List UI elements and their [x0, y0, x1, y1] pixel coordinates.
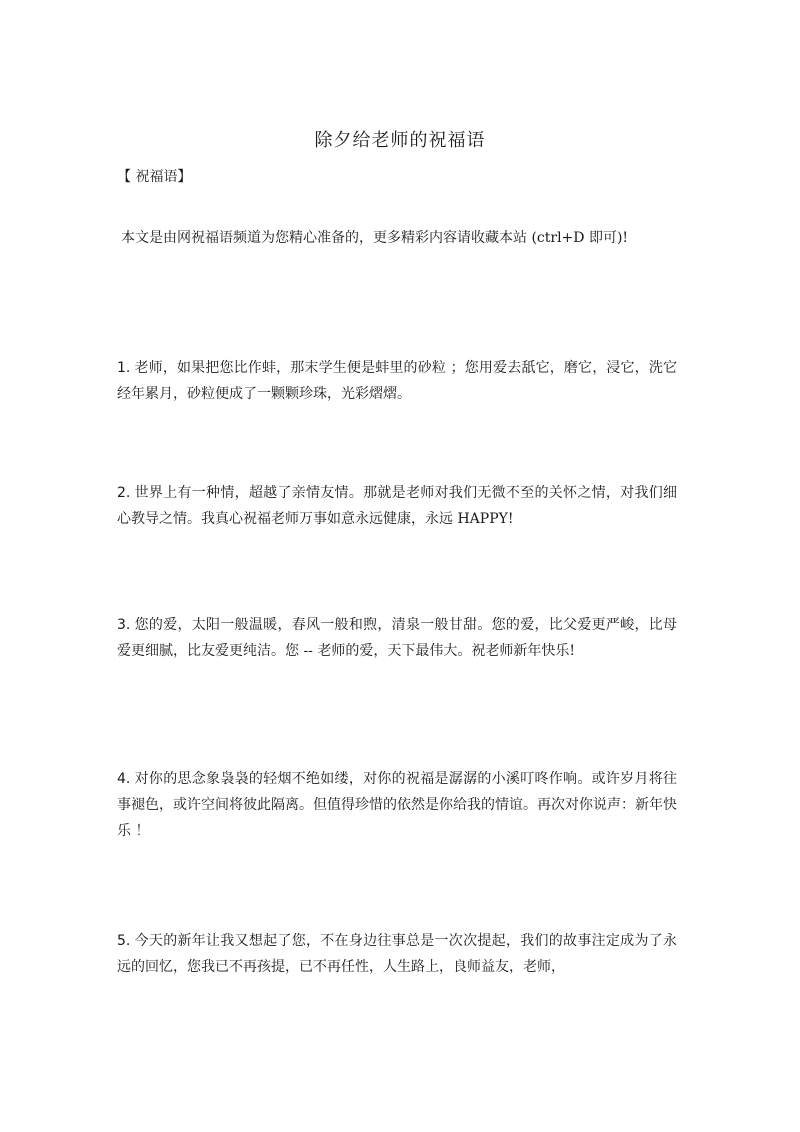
wish-text: 对你的思念象袅袅的轻烟不绝如缕，对你的祝福是潺潺的小溪叮咚作响。或许岁月将往事褪色，或许空间将彼此隔离。但值得珍惜的依然是你给我的情谊。再次对你说声：新年快乐 ！	[117, 771, 677, 839]
wish-item-1	[117, 355, 677, 407]
category-tag: 【 祝福语】	[117, 169, 192, 185]
wish-number: 5.	[117, 933, 131, 949]
page-title: 除夕给老师的祝福语	[314, 130, 486, 151]
wish-number: 1.	[117, 360, 131, 376]
wish-number: 3.	[117, 617, 131, 633]
wish-item-4	[117, 766, 677, 844]
intro-text: 本文是由网祝福语频道为您精心准备的，更多精彩内容请收藏本站 (ctrl+D 即可)!	[121, 230, 629, 246]
wish-text: 世界上有一种情，超越了亲情友情。那就是老师对我们无微不至的关怀之情，对我们细心教导之情。我真心祝福老师万事如意永远健康，永远 HAPPY!	[117, 485, 677, 527]
wish-number: 2.	[117, 485, 131, 501]
wish-text: 您的爱，太阳一般温暖，春风一般和煦，清泉一般甘甜。您的爱，比父爱更严峻，比母爱更细腻，比友爱更纯洁。您 -- 老师的爱，天下最伟大。祝老师新年快乐!	[117, 617, 677, 659]
wish-text: 今天的新年让我又想起了您，不在身边往事总是一次次提起，我们的故事注定成为了永远的回忆，您我已不再孩提，已不再任性，人生路上，良师益友，老师，	[117, 933, 677, 975]
intro-paragraph	[117, 225, 677, 251]
wish-item-3	[117, 612, 677, 664]
wish-text: 老师，如果把您比作蚌，那末学生便是蚌里的砂粒 ；您用爱去舐它，磨它，浸它，洗它 经年累月，砂粒便成了一颗颗珍珠，光彩熠熠。	[117, 360, 677, 402]
wish-item-2	[117, 480, 677, 532]
wish-number: 4.	[117, 771, 131, 787]
wish-item-5	[117, 928, 677, 980]
